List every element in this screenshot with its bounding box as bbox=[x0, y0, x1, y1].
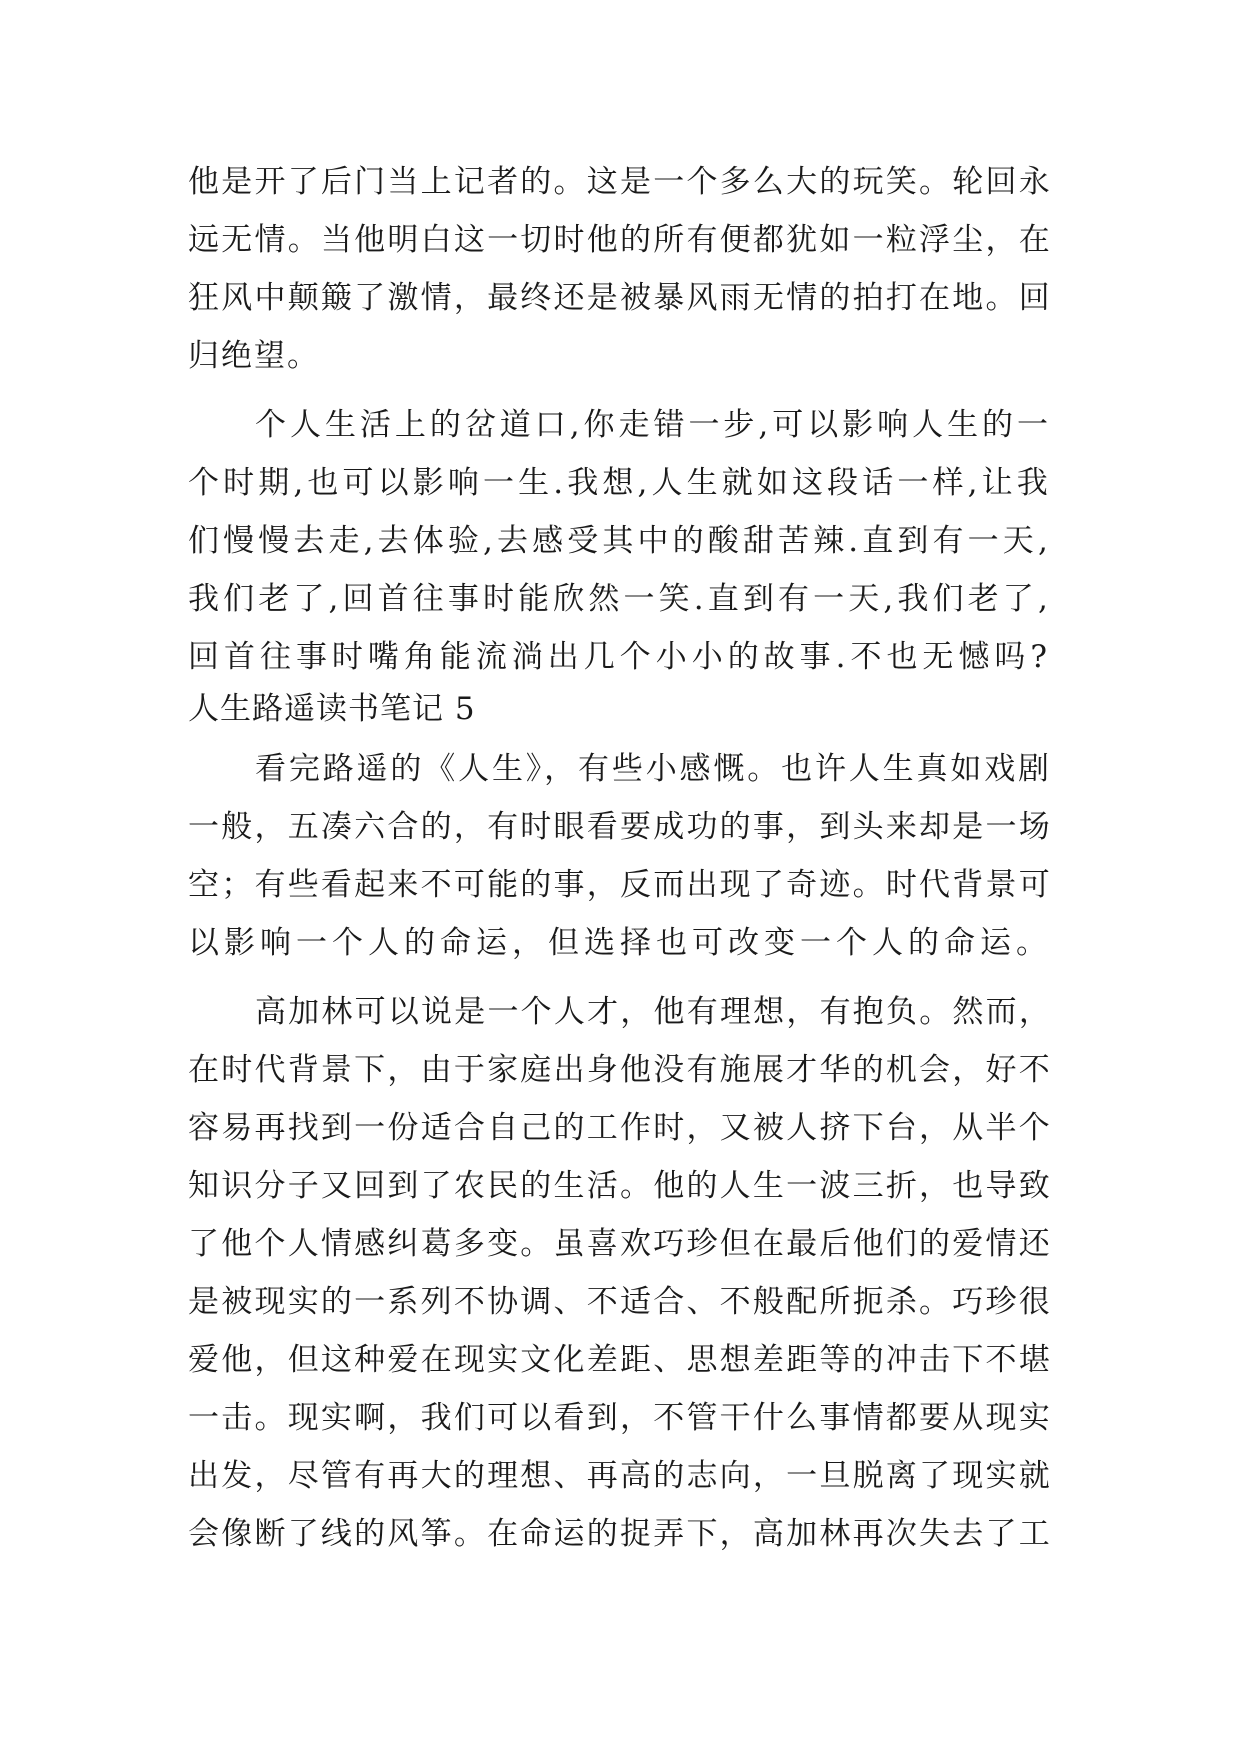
paragraph-first-line: 高加林可以说是一个人才，他有理想，有抱负。然而， bbox=[255, 994, 1053, 1030]
text-line: 容易再找到一份适合自己的工作时，又被人挤下台，从半个 bbox=[188, 1110, 1052, 1146]
text-line: 他是开了后门当上记者的。这是一个多么大的玩笑。轮回永 bbox=[188, 164, 1052, 200]
text-line: 会像断了线的风筝。在命运的捉弄下，高加林再次失去了工 bbox=[188, 1516, 1052, 1552]
text-line: 归绝望。 bbox=[188, 338, 320, 374]
text-line: 回首往事时嘴角能流淌出几个小小的故事.不也无憾吗? bbox=[188, 639, 1052, 675]
text-line: 个时期,也可以影响一生.我想,人生就如这段话一样,让我 bbox=[188, 465, 1052, 501]
text-line: 空；有些看起来不可能的事，反而出现了奇迹。时代背景可 bbox=[188, 867, 1052, 903]
text-line: 出发，尽管有再大的理想、再高的志向，一旦脱离了现实就 bbox=[188, 1458, 1052, 1494]
text-line: 知识分子又回到了农民的生活。他的人生一波三折，也导致 bbox=[188, 1168, 1052, 1204]
text-line: 狂风中颠簸了激情，最终还是被暴风雨无情的拍打在地。回 bbox=[188, 280, 1052, 316]
text-line: 爱他，但这种爱在现实文化差距、思想差距等的冲击下不堪 bbox=[188, 1342, 1052, 1378]
text-line: 了他个人情感纠葛多变。虽喜欢巧珍但在最后他们的爱情还 bbox=[188, 1226, 1052, 1262]
paragraph-first-line: 看完路遥的《人生》，有些小感慨。也许人生真如戏剧 bbox=[255, 751, 1052, 787]
text-line: 以影响一个人的命运，但选择也可改变一个人的命运。 bbox=[188, 925, 1052, 961]
text-line: 我们老了,回首往事时能欣然一笑.直到有一天,我们老了, bbox=[188, 581, 1052, 617]
text-line: 一击。现实啊，我们可以看到，不管干什么事情都要从现实 bbox=[188, 1400, 1052, 1436]
text-line: 远无情。当他明白这一切时他的所有便都犹如一粒浮尘，在 bbox=[188, 222, 1052, 258]
paragraph-first-line: 个人生活上的岔道口,你走错一步,可以影响人生的一 bbox=[255, 407, 1052, 443]
text-line: 在时代背景下，由于家庭出身他没有施展才华的机会，好不 bbox=[188, 1052, 1052, 1088]
text-line: 们慢慢去走,去体验,去感受其中的酸甜苦辣.直到有一天, bbox=[188, 523, 1052, 559]
text-line: 一般，五凑六合的，有时眼看要成功的事，到头来却是一场 bbox=[188, 809, 1052, 845]
text-line: 是被现实的一系列不协调、不适合、不般配所扼杀。巧珍很 bbox=[188, 1284, 1052, 1320]
section-heading: 人生路遥读书笔记 5 bbox=[188, 691, 476, 727]
